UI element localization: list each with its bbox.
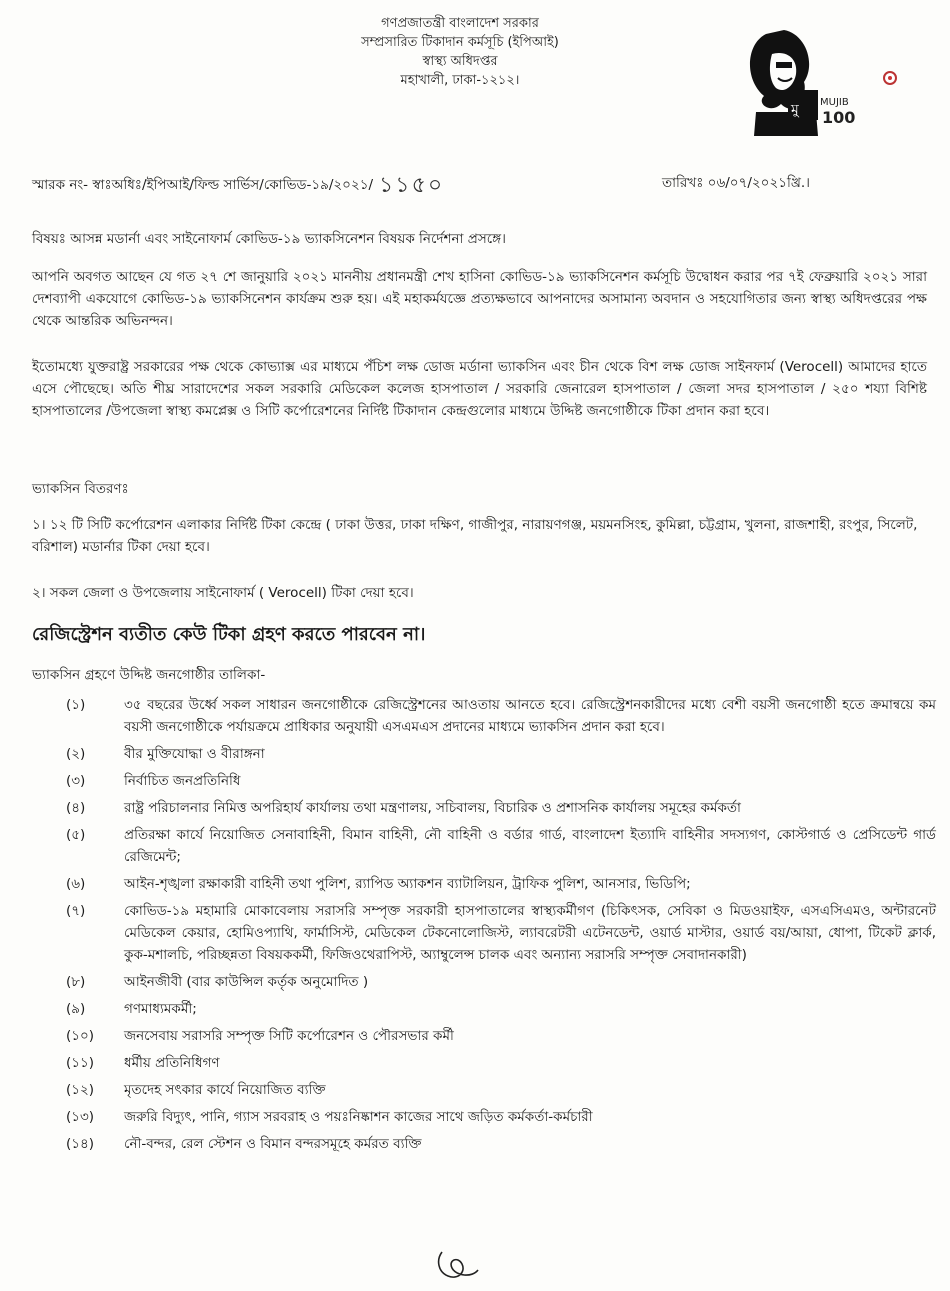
list-item-number: (১) <box>66 697 86 713</box>
logo-text: MUJIB <box>820 97 849 108</box>
list-item-number: (৯) <box>66 1001 86 1017</box>
list-item-number: (৭) <box>66 903 86 919</box>
list-item <box>66 1133 936 1155</box>
letter-date: তারিখঃ ০৬/০৭/২০২১খ্রি.। <box>662 175 811 191</box>
list-item <box>66 1106 936 1128</box>
vaccine-arrival-paragraph: ইতোমধ্যে যুক্তরাষ্ট্র সরকারের পক্ষ থেকে কোভ্যাক্স এর মাধ্যমে পঁচিশ লক্ষ ডোজ মর্ডানা ভ্যাকসিন এবং চীন থেকে বিশ লক্ষ ডোজ সাইনফার্ম (Verocell) আমাদের হাতে এসে পৌছেছে। অতি শীঘ্র সারাদেশের সকল সরকারি মেডিকেল কলেজ হাসপাতাল / সরকারি জেনারেল হাসপাতাল / জেলা সদর হাসপাতাল / ২৫০ শয্যা বিশিষ্ট হাসপাতালের /উপজেলা স্বাস্থ্য কমপ্লেক্স ও সিটি কর্পোরেশনের নির্দিষ্ট টিকাদান কেন্দ্রগুলোর মাধ্যমে উদ্দিষ্ট জনগোষ্ঠীকে টিকা প্রদান করা হবে। <box>32 359 927 419</box>
list-item-text: প্রতিরক্ষা কার্যে নিয়োজিত সেনাবাহিনী, বিমান বাহিনী, নৌ বাহিনী ও বর্ডার গার্ড, বাংলাদেশ ইত্যাদি বাহিনীর সদস্যগণ, কোস্টগার্ড ও প্রেসিডেন্ট গার্ড রেজিমেন্ট; <box>124 827 936 865</box>
list-item-text: নির্বাচিত জনপ্রতিনিধি <box>124 773 241 789</box>
signature-initial-icon <box>432 1246 484 1284</box>
target-list-heading: ভ্যাকসিন গ্রহণে উদ্দিষ্ট জনগোষ্ঠীর তালিকা- <box>32 667 266 683</box>
program-name: সম্প্রসারিত টিকাদান কর্মসূচি (ইপিআই) <box>361 35 559 50</box>
list-item <box>66 1052 936 1074</box>
list-item-text: গণমাধ্যমকর্মী; <box>124 1001 197 1017</box>
subject-line: বিষয়ঃ আসন্ন মডার্না এবং সাইনোফার্ম কোভিড-১৯ ভ্যাকসিনেশন বিষয়ক নির্দেশনা প্রসঙ্গে। <box>32 231 506 247</box>
list-item <box>66 824 936 868</box>
list-item-number: (১২) <box>66 1082 95 1098</box>
list-item-text: কোভিড-১৯ মহামারি মোকাবেলায় সরাসরি সম্পৃক্ত সরকারী হাসপাতালের স্বাস্থ্যকর্মীগণ (চিকিৎসক, সেবিকা ও মিডওয়াইফ, এসএসিএমও, অন্টারনেট মেডিকেল কেয়ার, হোমিওপ্যাথি, ফার্মাসিস্ট, মেডিকেল টেকনোলোজিস্ট, ল্যাবরেটরী এটেনডেন্ট, ওয়ার্ড মাস্টার, ওয়ার্ড বয়/আয়া, ধোপা, টিকেট ক্লার্ক, কুক-মশালচি, পরিচ্ছন্নতা বিষয়ককর্মী, ফিজিওথেরাপিস্ট, অ্যাম্বুলেন্স চালক এবং অন্যান্য সরাসরি সম্পৃক্ত সেবাদানকারী) <box>124 903 936 963</box>
distribution-heading: ভ্যাকসিন বিতরণঃ <box>32 481 129 497</box>
letterhead <box>250 14 670 90</box>
svg-text:মু: মু <box>791 102 799 118</box>
list-item-text: রাষ্ট্র পরিচালনার নিমিত্ত অপরিহার্য কার্যালয় তথা মন্ত্রণালয়, সচিবালয়, বিচারিক ও প্রশাসনিক কার্যালয় সমূহের কর্মকর্তা <box>124 800 741 816</box>
list-item-text: নৌ-বন্দর, রেল স্টেশন ও বিমান বন্দরসমূহে কর্মরত ব্যক্তি <box>124 1136 422 1152</box>
list-item-text: জনসেবায় সরাসরি সম্পৃক্ত সিটি কর্পোরেশন ও পৌরসভার কর্মী <box>124 1028 454 1044</box>
list-item-number: (২) <box>66 746 86 762</box>
govt-name: গণপ্রজাতন্ত্রী বাংলাদেশ সরকার <box>381 16 539 31</box>
list-item-number: (১০) <box>66 1028 95 1044</box>
address: মহাখালী, ঢাকা-১২১২। <box>400 73 520 88</box>
list-item-number: (১৩) <box>66 1109 95 1125</box>
list-item-number: (৪) <box>66 800 86 816</box>
list-item <box>66 873 936 895</box>
distribution-item-1: ১। ১২ টি সিটি কর্পোরেশন এলাকার নির্দিষ্ট টিকা কেন্দ্রে ( ঢাকা উত্তর, ঢাকা দক্ষিণ, গাজীপুর, নারায়ণগঞ্জ, ময়মনসিংহ, কুমিল্লা, চট্টগ্রাম, খুলনা, রাজশাহী, রংপুর, সিলেট, বরিশাল) মডার্নার টিকা দেয়া হবে। <box>32 517 918 555</box>
record-indicator-icon[interactable] <box>883 71 897 85</box>
list-item-number: (৮) <box>66 974 86 990</box>
memo-handwritten-number: ১১৫০ <box>379 173 445 198</box>
list-item-text: আইনজীবী (বার কাউন্সিল কর্তৃক অনুমোদিত ) <box>124 974 369 990</box>
intro-paragraph: আপনি অবগত আছেন যে গত ২৭ শে জানুয়ারি ২০২১ মাননীয় প্রধানমন্ত্রী শেখ হাসিনা কোভিড-১৯ ভ্যাকসিনেশন কর্মসূচি উদ্বোধন করার পর ৭ই ফেব্রুয়ারি ২০২১ সারা দেশব্যাপী একযোগে কোভিড-১৯ ভ্যাকসিনেশন কার্যক্রম শুরু হয়। এই মহাকর্মযজ্ঞে প্রত্যক্ষভাবে আপনাদের অসামান্য অবদান ও সহযোগিতার জন্য স্বাস্থ্য অধিদপ্তরের পক্ষ থেকে আন্তরিক অভিনন্দন। <box>32 269 927 329</box>
list-item-number: (৬) <box>66 876 86 892</box>
list-item-text: জরুরি বিদ্যুৎ, পানি, গ্যাস সরবরাহ ও পয়ঃনিষ্কাশন কাজের সাথে জড়িত কর্মকর্তা-কর্মচারী <box>124 1109 593 1125</box>
list-item-number: (৩) <box>66 773 86 789</box>
list-item <box>66 998 936 1020</box>
memo-text: স্মারক নং- স্বাঃঅধিঃ/ইপিআই/ফিল্ড সার্ভিস/কোভিড-১৯/২০২১/ <box>32 177 374 193</box>
target-group-list <box>66 694 936 1160</box>
distribution-item-2: ২। সকল জেলা ও উপজেলায় সাইনোফার্ম ( Verocell) টিকা দেয়া হবে। <box>32 585 414 601</box>
list-item-text: ধর্মীয় প্রতিনিধিগণ <box>124 1055 220 1071</box>
list-item <box>66 1025 936 1047</box>
list-item-text: মৃতদেহ সৎকার কার্যে নিয়োজিত ব্যক্তি <box>124 1082 326 1098</box>
list-item <box>66 900 936 966</box>
list-item-text: বীর মুক্তিযোদ্ধা ও বীরাঙ্গনা <box>124 746 265 762</box>
list-item-number: (৫) <box>66 827 86 843</box>
list-item <box>66 694 936 738</box>
memo-number <box>32 168 444 205</box>
list-item-text: ৩৫ বছরের উর্ধ্বে সকল সাধারন জনগোষ্ঠীকে রেজিস্ট্রেশনের আওতায় আনতে হবে। রেজিস্ট্রেশনকারীদের মধ্যে বেশী বয়সী জনগোষ্ঠী হতে ক্রমান্বয়ে কম বয়সী জনগোষ্ঠীকে পর্যায়ক্রমে প্রাধিকার অনুযায়ী এসএমএস প্রদানের মাধ্যমে ভ্যাকসিন প্রদান করা হবে। <box>124 697 936 735</box>
list-item <box>66 770 936 792</box>
registration-notice: রেজিস্ট্রেশন ব্যতীত কেউ টিকা গ্রহণ করতে পারবেন না। <box>32 624 426 645</box>
department-name: স্বাস্থ্য অধিদপ্তর <box>422 54 498 69</box>
list-item <box>66 1079 936 1101</box>
list-item <box>66 797 936 819</box>
list-item <box>66 743 936 765</box>
list-item-number: (১৪) <box>66 1136 95 1152</box>
list-item-number: (১১) <box>66 1055 95 1071</box>
logo-number: 100 <box>822 108 856 127</box>
list-item <box>66 971 936 993</box>
list-item-text: আইন-শৃঙ্খলা রক্ষাকারী বাহিনী তথা পুলিশ, র‍্যাপিড অ্যাকশন ব্যাটালিয়ন, ট্রাফিক পুলিশ, আনসার, ভিডিপি; <box>124 876 691 892</box>
